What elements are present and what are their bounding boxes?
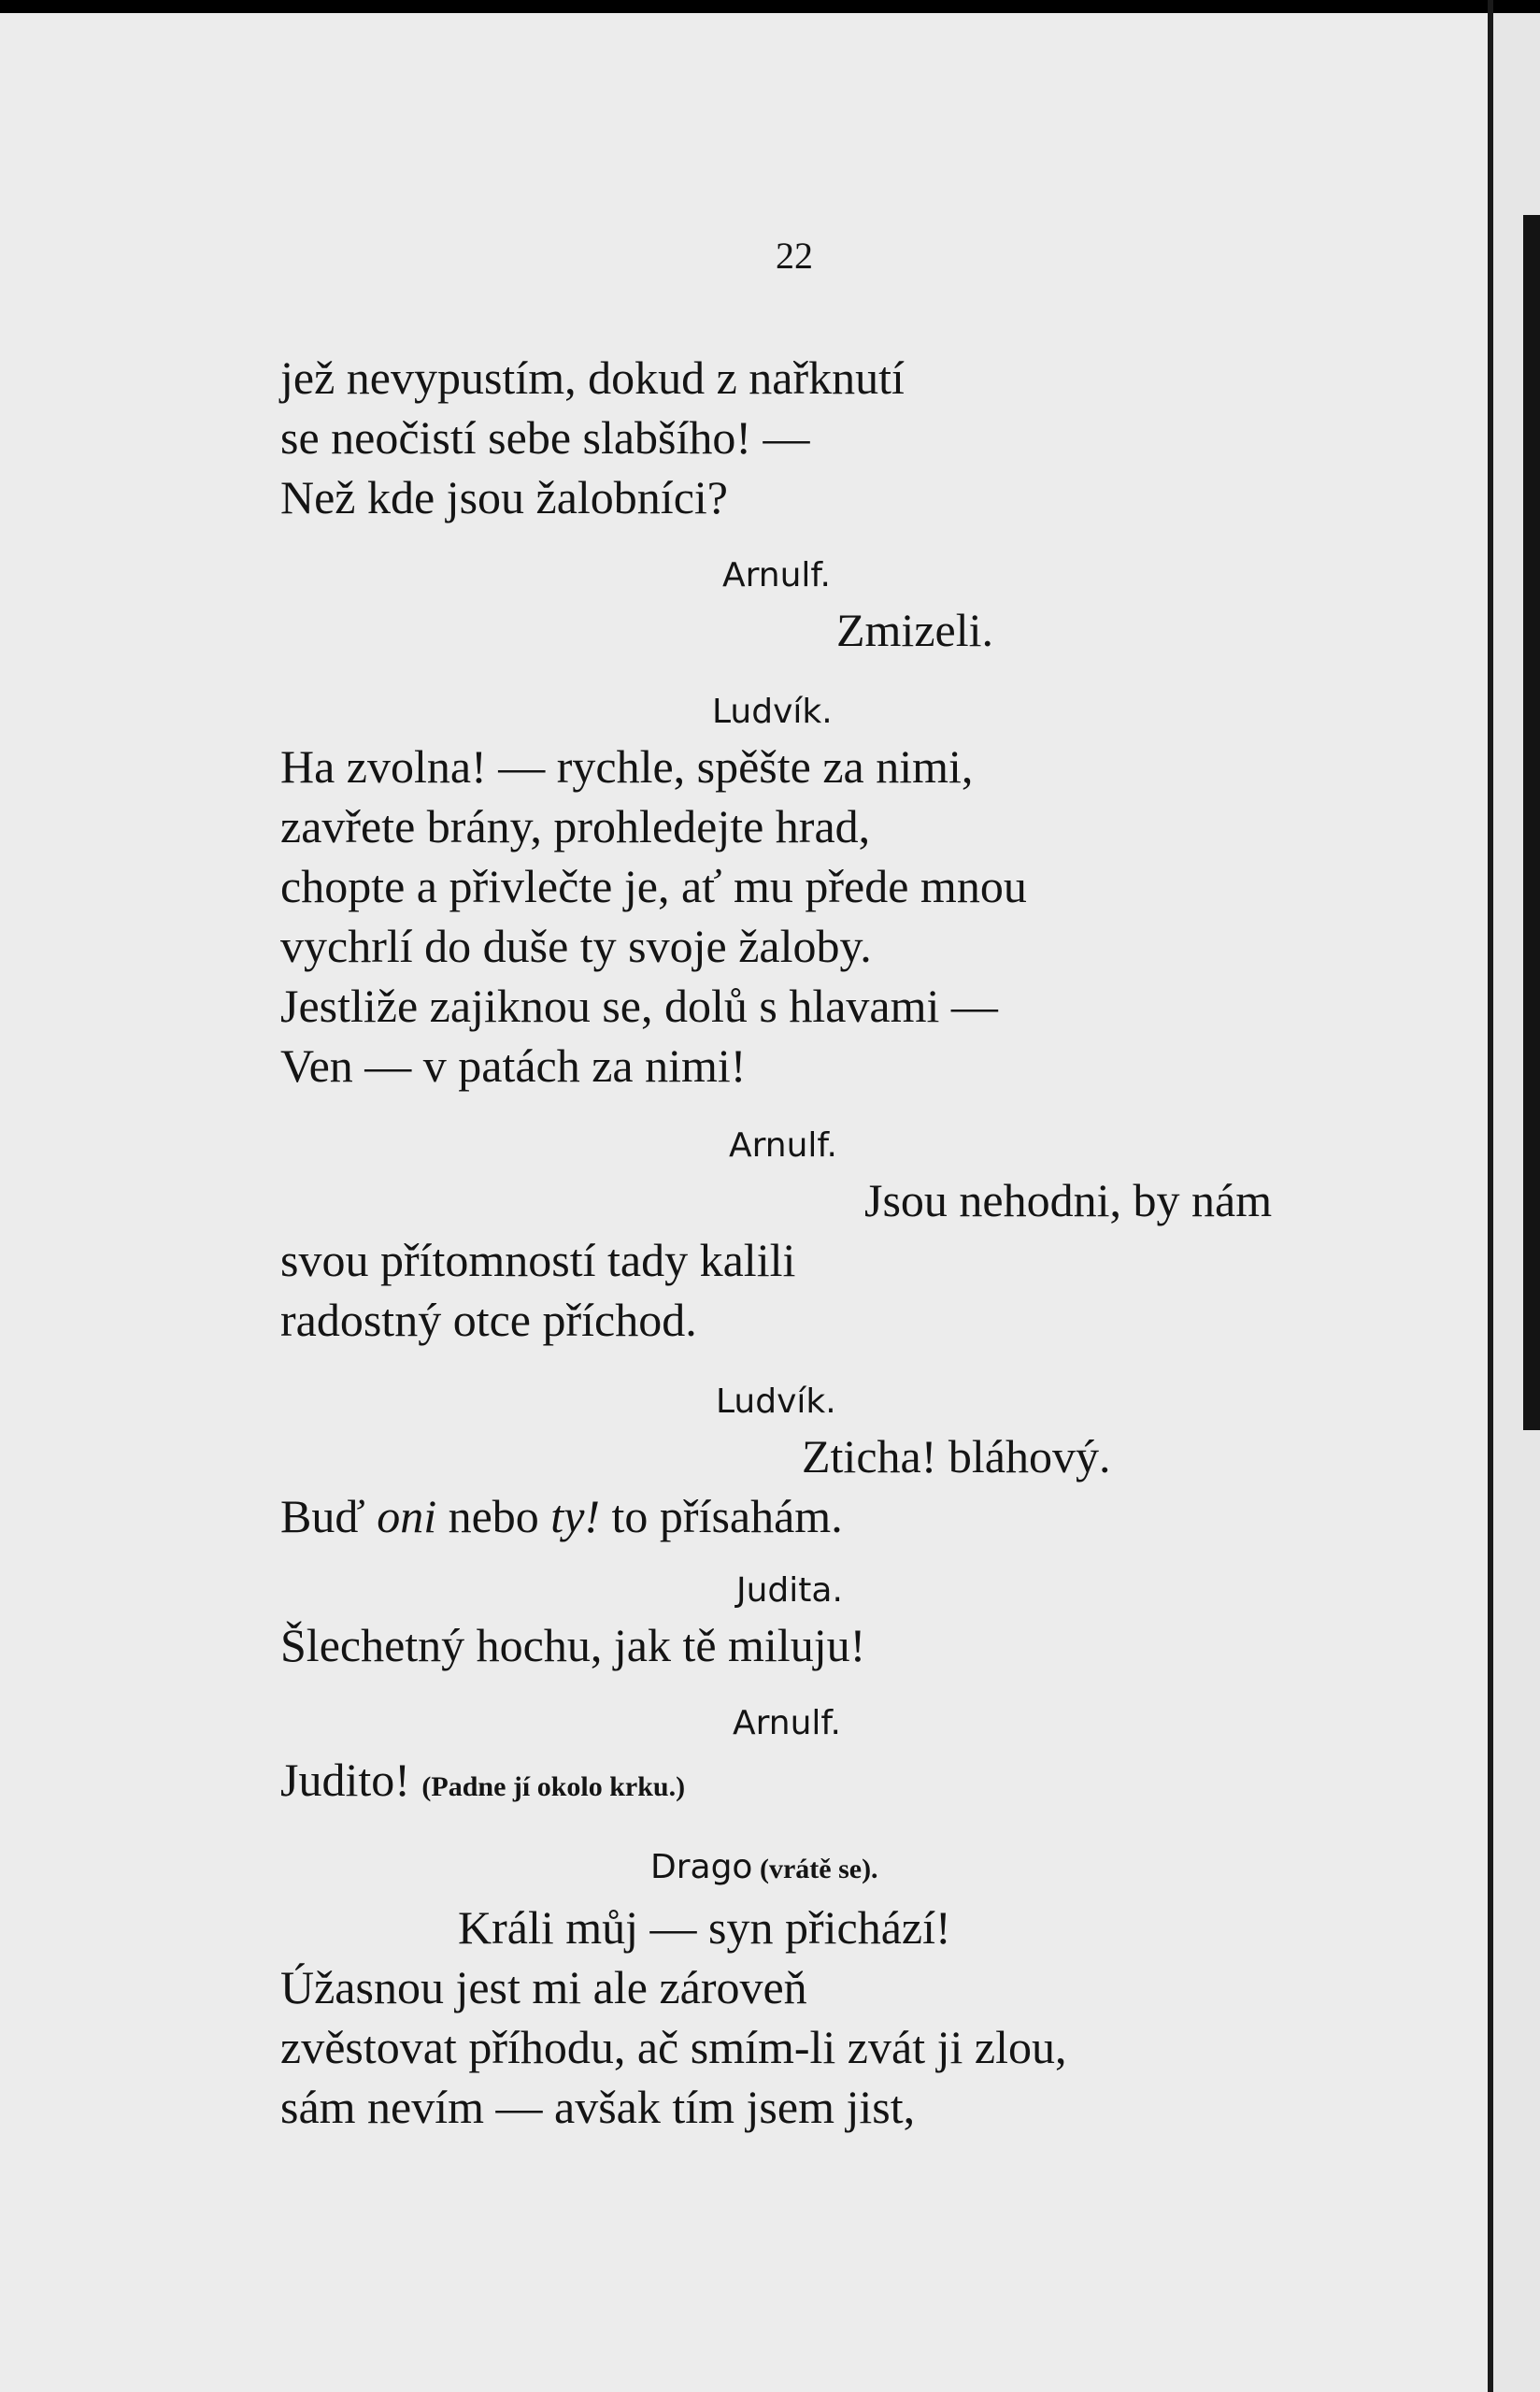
stage-direction: (Padne jí okolo krku.) — [421, 1771, 686, 1802]
verse-line: se neočistí sebe slabšího! — — [280, 411, 810, 464]
verse-line: Jestliže zajiknou se, dolů s hlavami — — [280, 980, 998, 1032]
text-run: nebo — [436, 1490, 551, 1542]
verse-line — [280, 1752, 685, 1815]
speaker-name — [650, 1847, 878, 1890]
verse-line: svou přítomností tady kalili — [280, 1234, 796, 1286]
verse-line — [280, 1488, 843, 1544]
italic-word: oni — [377, 1490, 437, 1542]
speaker-label: Drago — [650, 1848, 753, 1886]
speaker-name: Arnulf. — [729, 1126, 837, 1165]
verse-line: Ven — v patách za nimi! — [280, 1039, 747, 1092]
verse-line: Šlechetný hochu, jak tě miluju! — [280, 1619, 866, 1671]
text-run: Judito! — [280, 1754, 422, 1806]
verse-line: Než kde jsou žalobníci? — [280, 471, 728, 523]
verse-line: Jsou nehodni, by nám — [864, 1174, 1273, 1226]
verse-line: zavřete brány, prohledejte hrad, — [280, 800, 871, 852]
speaker-name: Arnulf. — [733, 1704, 841, 1742]
book-page — [0, 13, 1488, 2392]
verse-line: Zmizeli. — [836, 604, 993, 656]
scan-edge-shadow — [1523, 215, 1540, 1430]
speaker-name: Arnulf. — [722, 556, 831, 594]
speaker-name: Ludvík. — [716, 1382, 836, 1421]
page-number: 22 — [776, 235, 813, 277]
speaker-name: Ludvík. — [712, 693, 833, 731]
verse-line: radostný otce příchod. — [280, 1294, 697, 1346]
verse-line: Zticha! bláhový. — [802, 1430, 1111, 1482]
verse-line: vychrlí do duše ty svoje žaloby. — [280, 920, 872, 972]
speaker-name: Judita. — [736, 1571, 843, 1610]
stage-direction: (vrátě se). — [752, 1854, 878, 1884]
verse-line: jež nevypustím, dokud z nařknutí — [280, 351, 905, 404]
verse-line: zvěstovat příhodu, ač smím-li zvát ji zlou, — [280, 2021, 1067, 2073]
verse-line: Úžasnou jest mi ale zároveň — [280, 1961, 807, 2013]
verse-line: Králi můj — syn přichází! — [458, 1901, 951, 1954]
text-run: to přísahám. — [600, 1490, 843, 1542]
italic-word: ty! — [550, 1490, 601, 1542]
verse-line: Ha zvolna! — rychle, spěšte za nimi, — [280, 740, 974, 793]
verse-line: sám nevím — avšak tím jsem jist, — [280, 2081, 916, 2133]
text-run: Buď — [280, 1490, 378, 1542]
verse-line: chopte a přivlečte je, ať mu přede mnou — [280, 860, 1027, 912]
